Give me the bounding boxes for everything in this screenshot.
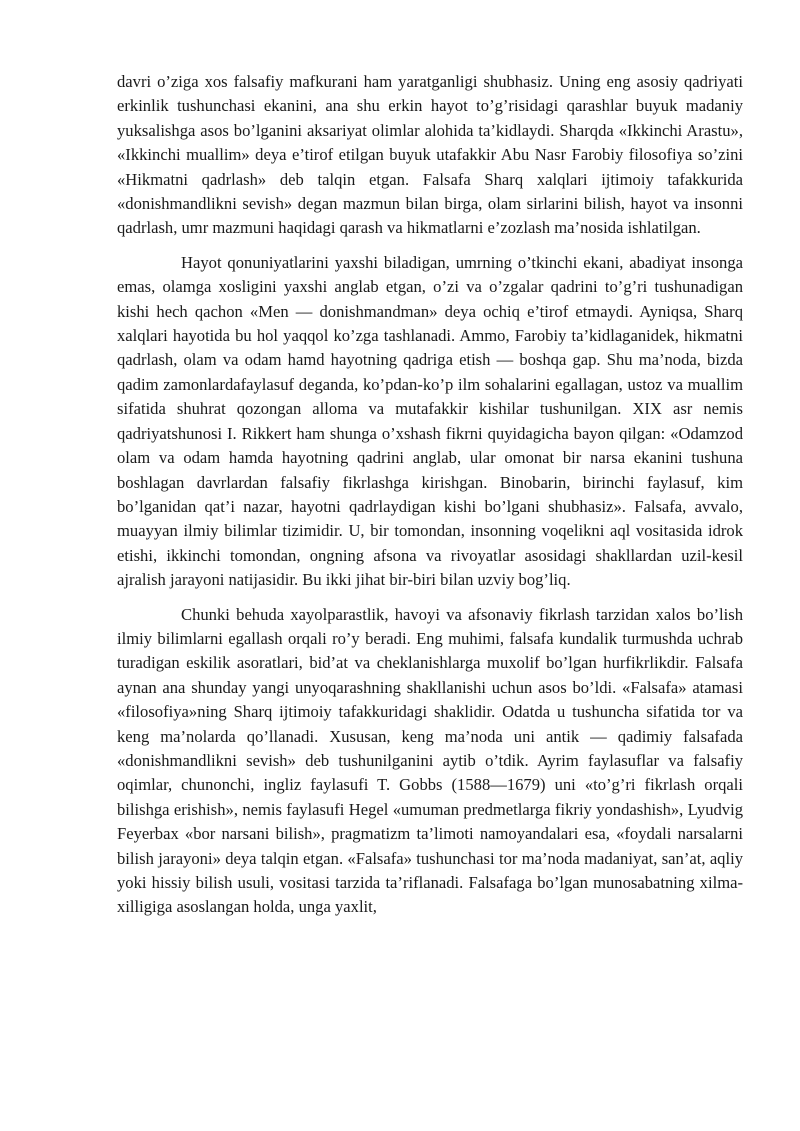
paragraph-chunki-behuda: Chunki behuda xayolparastlik, havoyi va afsonaviy fikrlash tarzidan xalos bo’lish ilmiy bilimlarni egallash orqali ro’y beradi. Eng muhimi, falsafa kundalik turmushda uchrab turadigan eskilik asoratlari, bid’at va cheklanishlarga muxolif bo’lgan hurfikrlikdir. Falsafa aynan ana shunday yangi unyoqarashning shakllanishi uchun asos bo’ldi. «Falsafa» atamasi «filosofiya»ning Sharq ijtimoiy tafakkuridagi shaklidir. Odatda u tushuncha sifatida tor va keng ma’nolarda qo’llanadi. Xususan, keng ma’noda uni antik — qadimiy falsafada «donishmandlikni sevish» deb tushunilganini aytib o’tdik. Ayrim faylasuflar va falsafiy oqimlar, chunonchi, ingliz faylasufi T. Gobbs (1588—1679) uni «to’g’ri fikrlash orqali bilishga erishish», nemis faylasufi Hegel «umuman predmetlarga fikriy yondashish», Lyudvig Feyerbax «bor narsani bilish», pragmatizm ta’limoti namoyandalari esa, «foydali narsalarni bilish jarayoni» deya talqin etgan. «Falsafa» tushunchasi tor ma’noda madaniyat, san’at, aqliy yoki hissiy bilish usuli, vositasi tarzida ta’riflanadi. Falsafaga bo’lgan munosabatning xilma-xilligiga asoslangan holda, unga yaxlit, xyxy=(117,604,743,917)
document-page xyxy=(117,70,743,930)
paragraph-hayot-qonuniyatlari: Hayot qonuniyatlarini yaxshi biladigan, umrning o’tkinchi ekani, abadiyat insonga emas, olamga xosligini yaxshi anglab etgan, o’zi va o’zgalar qadrini to’g’ri tushunadigan kishi hech qachon «Men — donishmandman» deya ochiq e’tirof etmaydi. Ayniqsa, Sharq xalqlari hayotida bu hol yaqqol ko’zga tashlanadi. Ammo, Farobiy ta’kidlaganidek, hikmatni qadrlash, olam va odam hamd hayotning qadriga etish — boshqa gap. Shu ma’noda, bizda qadim zamonlardafaylasuf deganda, ko’pdan-ko’p ilm sohalarini egallagan, ustoz va muallim sifatida shuhrat qozongan alloma va mutafakkir kishilar tushunilgan. XIX asr nemis qadriyatshunosi I. Rikkert ham shunga o’xshash fikrni quyidagicha bayon qilgan: «Odamzod olam va odam hamda hayotning qadrini anglab, ular omonat bir narsa ekanini tushuna boshlagan davrlardan falsafiy fikrlashga kirishgan. Binobarin, birinchi faylasuf, kim bo’lganidan qat’i nazar, hayotni qadrlaydigan kishi bo’lgani shubhasiz». Falsafa, avvalo, muayyan ilmiy bilimlar tizimidir. U, bir tomondan, insonning voqelikni aql vositasida idrok etishi, ikkinchi tomondan, ongning afsona va rivoyatlar asosidagi shakllardan uzil-kesil ajralish jarayoni natijasidir. Bu ikki jihat bir-biri bilan uzviy bog’liq. xyxy=(117,252,743,590)
paragraph-continuation: davri o’ziga xos falsafiy mafkurani ham yaratganligi shubhasiz. Uning eng asosiy qadriyati erkinlik tushunchasi ekanini, ana shu erkin hayot to’g’risidagi qarashlar buyuk madaniy yuksalishga asos bo’lganini aksariyat olimlar alohida ta’kidlaydi. Sharqda «Ikkinchi Arastu», «Ikkinchi muallim» deya e’tirof etilgan buyuk utafakkir Abu Nasr Farobiy filosofiya so’zini «Hikmatni qadrlash» deb talqin etgan. Falsafa Sharq xalqlari ijtimoiy tafakkurida «donishmandlikni sevish» degan mazmun bilan birga, olam sirlarini bilish, hayot va insonni qadrlash, umr mazmuni haqidagi qarash va hikmatlarni e’zozlash ma’nosida ishlatilgan. xyxy=(117,72,743,238)
